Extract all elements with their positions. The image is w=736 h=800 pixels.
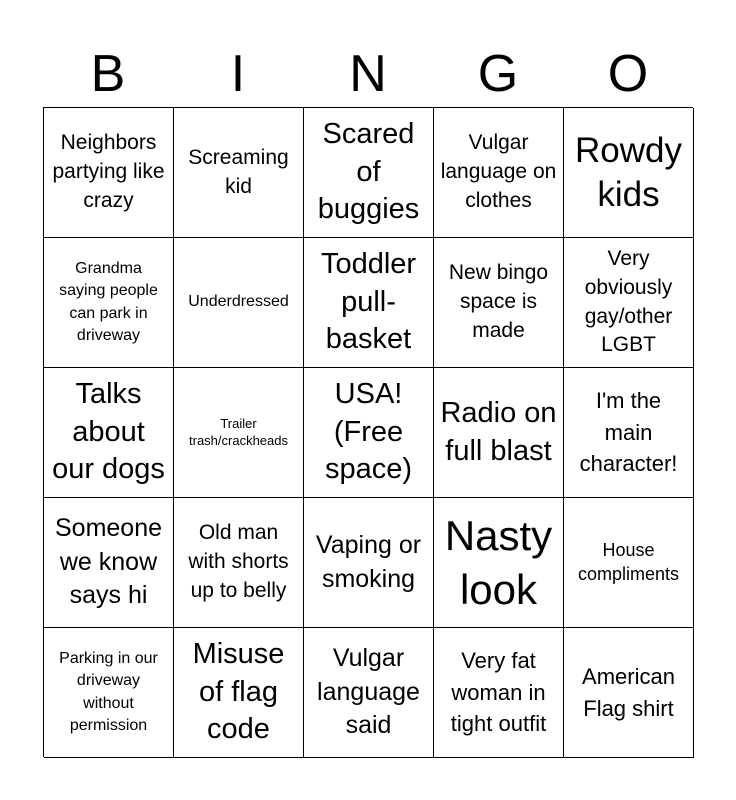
bingo-cell[interactable] — [564, 498, 694, 628]
bingo-cell[interactable] — [434, 108, 564, 238]
cell-text: Grandma saying people can park in driveway — [59, 259, 158, 344]
bingo-cell[interactable] — [174, 628, 304, 758]
cell-text: Vulgar language said — [317, 643, 420, 740]
cell-text: Toddler pull-basket — [320, 247, 417, 356]
bingo-cell[interactable] — [434, 368, 564, 498]
bingo-cell[interactable] — [304, 108, 434, 238]
cell-text: Parking in our driveway without permission — [59, 649, 158, 734]
cell-text: Rowdy kids — [575, 130, 682, 214]
bingo-board — [43, 107, 693, 757]
bingo-cell[interactable] — [44, 108, 174, 238]
bingo-cell[interactable] — [174, 368, 304, 498]
bingo-cell[interactable] — [564, 368, 694, 498]
cell-text: American Flag shirt — [582, 663, 675, 721]
bingo-cell[interactable] — [564, 108, 694, 238]
cell-text: Old man with shorts up to belly — [188, 521, 289, 602]
cell-text: Radio on full blast — [440, 396, 557, 467]
bingo-cell[interactable] — [44, 498, 174, 628]
bingo-cell[interactable] — [304, 628, 434, 758]
cell-text: Misuse of flag code — [192, 637, 285, 746]
bingo-cell[interactable] — [564, 628, 694, 758]
cell-text: USA! (Free space) — [324, 377, 413, 486]
cell-text: Scared of buggies — [317, 117, 420, 226]
cell-text: I'm the main character! — [579, 387, 678, 477]
header-letter-i: I — [230, 45, 246, 103]
bingo-cell[interactable] — [44, 238, 174, 368]
bingo-cell[interactable] — [304, 498, 434, 628]
cell-text: House compliments — [577, 540, 680, 584]
header-letter-o: O — [607, 45, 649, 103]
bingo-cell[interactable] — [304, 238, 434, 368]
bingo-cell[interactable] — [434, 238, 564, 368]
cell-text: Neighbors partying like crazy — [52, 131, 165, 212]
cell-text: New bingo space is made — [448, 261, 549, 342]
cell-text: Underdressed — [188, 293, 289, 311]
cell-text: Vaping or smoking — [315, 530, 422, 593]
cell-text: Vulgar language on clothes — [440, 131, 557, 212]
cell-text: Someone we know says hi — [54, 513, 163, 610]
header-letter-b: B — [90, 45, 126, 103]
bingo-cell[interactable] — [44, 368, 174, 498]
bingo-cell[interactable] — [174, 498, 304, 628]
bingo-cell[interactable] — [174, 108, 304, 238]
bingo-cell[interactable] — [434, 498, 564, 628]
cell-text: Screaming kid — [188, 145, 289, 198]
header-letter-n: N — [349, 45, 387, 103]
cell-text: Very obviously gay/other LGBT — [584, 246, 673, 357]
bingo-cell[interactable] — [44, 628, 174, 758]
bingo-cell[interactable] — [434, 628, 564, 758]
bingo-cell[interactable] — [564, 238, 694, 368]
cell-text: Talks about our dogs — [52, 377, 165, 486]
bingo-header — [43, 40, 693, 108]
bingo-cell[interactable] — [304, 368, 434, 498]
bingo-cell[interactable] — [174, 238, 304, 368]
cell-text: Nasty look — [444, 512, 553, 613]
cell-text: Very fat woman in tight outfit — [450, 647, 547, 737]
header-letter-g: G — [477, 45, 519, 103]
cell-text: Trailer trash/crackheads — [189, 416, 288, 448]
